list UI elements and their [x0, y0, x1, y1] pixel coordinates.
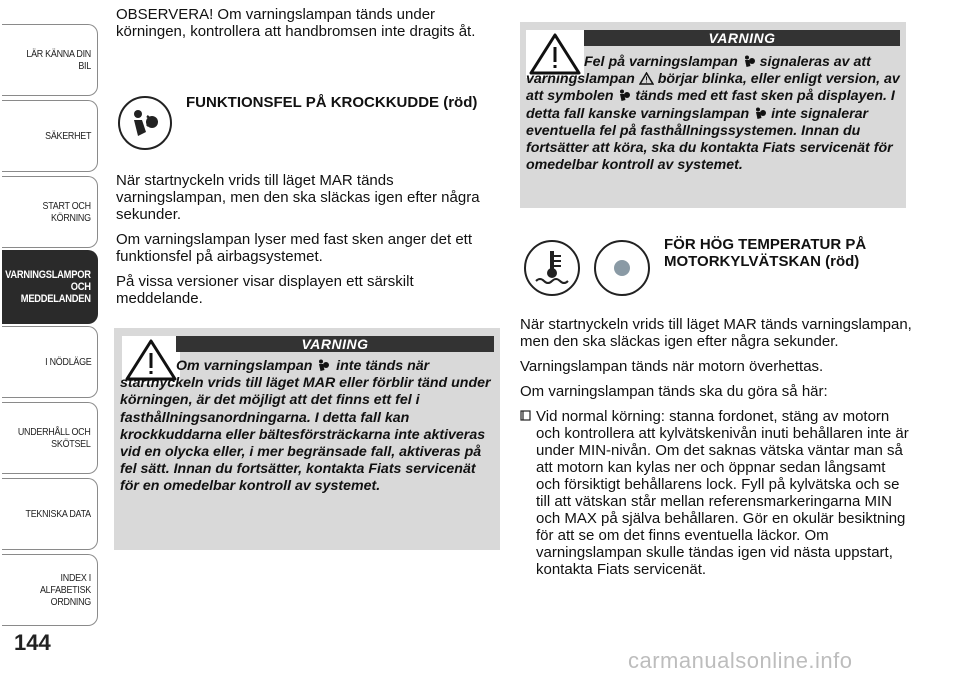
coolant-p1: När startnyckeln vrids till läget MAR tänds varningslampan, men den ska släckas igen efter några sekunder.	[520, 316, 912, 350]
left-column	[116, 6, 498, 48]
airbag-p3: På vissa versioner visar displayen ett särskilt meddelande.	[116, 273, 414, 307]
tab-lar-kanna-din-bil[interactable]: LÄR KÄNNA DIN BIL	[2, 24, 98, 96]
warning-text-a: Om varningslampan	[176, 358, 313, 374]
page-number: 144	[14, 630, 51, 655]
airbag-p1: När startnyckeln vrids till läget MAR tänds varningslampan, men den ska släckas igen efter några sekunder.	[116, 172, 480, 223]
right-warning-box	[520, 22, 906, 208]
coolant-section	[520, 234, 906, 304]
airbag-icon	[617, 88, 631, 102]
airbag-warning-box	[114, 328, 500, 550]
tab-index[interactable]: INDEX I ALFABETISK ORDNING	[2, 554, 98, 626]
airbag-heading: FUNKTIONSFEL PÅ KROCKKUDDE (röd)	[186, 94, 478, 111]
airbag-icon	[742, 54, 756, 68]
warning-text-body	[120, 358, 494, 496]
airbag-p2: Om varningslampan lyser med fast sken anger det ett funktionsfel på airbagsystemet.	[116, 231, 473, 265]
tab-varningslampor[interactable]: VARNINGSLAMPOR OCH MEDDELANDEN	[2, 250, 98, 324]
tab-tekniska-data[interactable]: TEKNISKA DATA	[2, 478, 98, 550]
airbag-body	[116, 172, 498, 315]
chapter-tabs	[0, 0, 100, 640]
warning-title: VARNING	[176, 336, 494, 352]
coolant-p2: Varningslampan tänds när motorn överhettas.	[520, 358, 824, 375]
right-warning-text: Fel på varningslampan signaleras av att varningslampan börjar blinka, eller enligt version, av att symbolen tänds med ett fast sken på displayen. I detta fall kanske varningslampan inte signalerar eventuella fel på fasthållningssystemen. Innan du fortsätter att köra, ska du kontakta Fiats servicenät för omedelbar kontroll av systemet.	[526, 54, 900, 174]
warning-small-icon	[639, 72, 654, 85]
coolant-temperature-icon	[522, 238, 582, 298]
tab-underhall-och-skotsel[interactable]: UNDERHÅLL OCH SKÖTSEL	[2, 402, 98, 474]
coolant-body	[520, 316, 912, 578]
warning-title: VARNING	[584, 30, 900, 46]
list-item: Vid normal körning: stanna fordonet, stäng av motorn och kontrollera att kylvätskenivån inuti behållaren inte är under MIN-nivån. Om det saknas vätska väntar man så att motorn kan kylas ner och öppnar sedan långsamt och försiktigt behållarens lock. Fyll på kylvätska och se till att vätskan står mellan referensmarkeringarna MIN och MAX på själva behållaren. Gör en okulär besiktning för att se om det finns eventuella läckor. Om varningslampan skulle tändas igen vid nästa uppstart, kontakta Fiats servicenät.	[520, 408, 912, 578]
warning-text-b: inte tänds när startnyckeln vrids till läget MAR eller förblir tänd under körningen, är det möjligt att det finns ett fel i fasthållningsanordningarna. I detta fall kan krockkuddarna eller bältesförsträckarna inte aktiveras vid en olycka eller, i mer begränsade fall, aktiveras på fel sätt. Innan du fortsätter, kontakta Fiats servicenät för en omedelbar kontroll av systemet.	[120, 358, 491, 495]
coolant-indicator-icon	[592, 238, 652, 298]
tab-start-och-korning[interactable]: START OCH KÖRNING	[2, 176, 98, 248]
airbag-icon	[753, 106, 767, 120]
tab-sakerhet[interactable]: SÄKERHET	[2, 100, 98, 172]
coolant-heading: FÖR HÖG TEMPERATUR PÅ MOTORKYLVÄTSKAN (röd)	[664, 236, 867, 270]
coolant-instructions	[520, 408, 912, 578]
coolant-p3: Om varningslampan tänds ska du göra så här:	[520, 383, 828, 400]
intro-text: OBSERVERA! Om varningslampan tänds under körningen, kontrollera att handbromsen inte dragits åt.	[116, 6, 476, 40]
tab-i-nodlage[interactable]: I NÖDLÄGE	[2, 326, 98, 398]
bullet-icon	[520, 410, 531, 421]
watermark: carmanualsonline.info	[628, 648, 853, 673]
airbag-warning-icon	[116, 94, 174, 152]
